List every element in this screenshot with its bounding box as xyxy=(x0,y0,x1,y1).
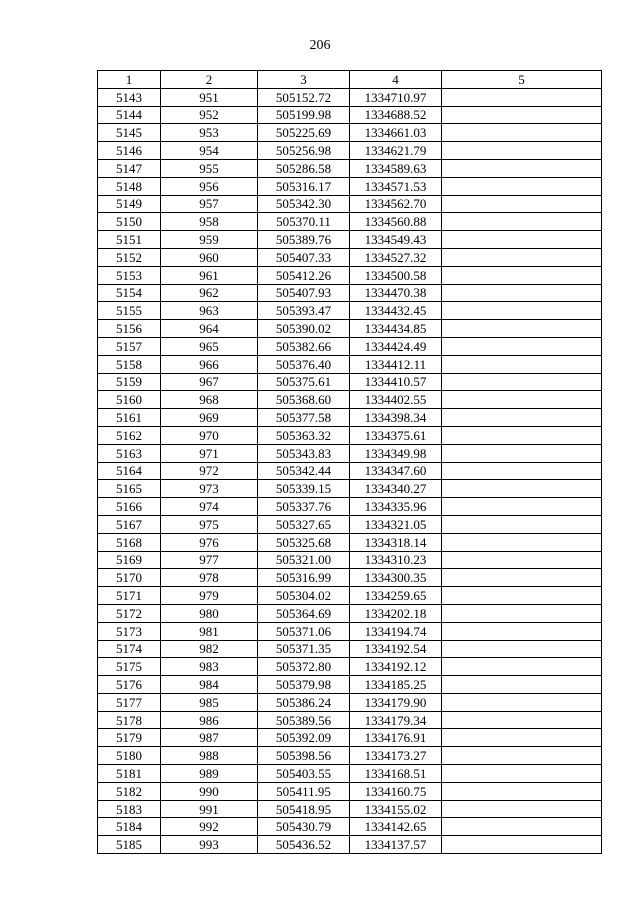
table-cell: 1334137.57 xyxy=(350,836,442,854)
table-cell: 505327.65 xyxy=(258,515,350,533)
table-cell xyxy=(442,729,602,747)
table-cell xyxy=(442,622,602,640)
table-cell xyxy=(442,604,602,622)
table-cell xyxy=(442,747,602,765)
page-number: 206 xyxy=(309,38,331,53)
table-cell xyxy=(442,765,602,783)
table-cell: 1334179.34 xyxy=(350,711,442,729)
table-cell: 5161 xyxy=(98,409,161,427)
table-cell xyxy=(442,444,602,462)
table-row xyxy=(98,284,602,302)
table-cell: 5159 xyxy=(98,373,161,391)
table-cell xyxy=(442,355,602,373)
table-cell: 971 xyxy=(161,444,258,462)
table-cell: 1334589.63 xyxy=(350,159,442,177)
table-cell: 1334176.91 xyxy=(350,729,442,747)
table-row xyxy=(98,765,602,783)
table-cell: 952 xyxy=(161,106,258,124)
table-cell: 505418.95 xyxy=(258,800,350,818)
table-cell: 1334179.90 xyxy=(350,693,442,711)
table-row xyxy=(98,213,602,231)
table-cell: 1334412.11 xyxy=(350,355,442,373)
table-cell xyxy=(442,711,602,729)
table-cell: 973 xyxy=(161,480,258,498)
table-cell: 505342.30 xyxy=(258,195,350,213)
table-cell: 984 xyxy=(161,676,258,694)
table-cell: 1334527.32 xyxy=(350,248,442,266)
table-cell xyxy=(442,533,602,551)
table-cell: 5153 xyxy=(98,266,161,284)
table-row xyxy=(98,747,602,765)
table-cell: 1334173.27 xyxy=(350,747,442,765)
table-cell: 1334500.58 xyxy=(350,266,442,284)
table-row xyxy=(98,800,602,818)
table-row xyxy=(98,533,602,551)
table-cell: 505398.56 xyxy=(258,747,350,765)
table-cell: 505368.60 xyxy=(258,391,350,409)
table-cell: 505286.58 xyxy=(258,159,350,177)
table-cell: 505325.68 xyxy=(258,533,350,551)
table-cell: 980 xyxy=(161,604,258,622)
table-row xyxy=(98,711,602,729)
table-cell: 1334335.96 xyxy=(350,498,442,516)
table-row xyxy=(98,444,602,462)
table-cell: 968 xyxy=(161,391,258,409)
table-cell: 5158 xyxy=(98,355,161,373)
table-cell: 505342.44 xyxy=(258,462,350,480)
table-row xyxy=(98,640,602,658)
table-cell: 1334402.55 xyxy=(350,391,442,409)
table-cell: 505376.40 xyxy=(258,355,350,373)
table-cell: 5152 xyxy=(98,248,161,266)
table-cell: 5171 xyxy=(98,587,161,605)
table-cell: 1334194.74 xyxy=(350,622,442,640)
table-cell xyxy=(442,480,602,498)
table-row xyxy=(98,88,602,106)
table-cell xyxy=(442,266,602,284)
table-cell: 1334310.23 xyxy=(350,551,442,569)
table-cell: 956 xyxy=(161,177,258,195)
table-cell xyxy=(442,515,602,533)
table-cell xyxy=(442,88,602,106)
table-row xyxy=(98,498,602,516)
table-cell: 5182 xyxy=(98,782,161,800)
table-cell: 5164 xyxy=(98,462,161,480)
table-cell: 953 xyxy=(161,124,258,142)
table-cell: 5143 xyxy=(98,88,161,106)
table-cell: 1334318.14 xyxy=(350,533,442,551)
table-cell: 505364.69 xyxy=(258,604,350,622)
table-cell: 505382.66 xyxy=(258,337,350,355)
table-row xyxy=(98,676,602,694)
table-cell: 1334155.02 xyxy=(350,800,442,818)
table-cell: 966 xyxy=(161,355,258,373)
table-cell xyxy=(442,159,602,177)
table-cell: 505389.76 xyxy=(258,231,350,249)
table-cell: 983 xyxy=(161,658,258,676)
table-row xyxy=(98,729,602,747)
table-cell: 505256.98 xyxy=(258,142,350,160)
table-cell: 1334424.49 xyxy=(350,337,442,355)
table-cell xyxy=(442,836,602,854)
table-cell: 5157 xyxy=(98,337,161,355)
table-cell: 1334410.57 xyxy=(350,373,442,391)
table-cell xyxy=(442,569,602,587)
table-cell xyxy=(442,248,602,266)
table-row xyxy=(98,320,602,338)
table-cell: 1334549.43 xyxy=(350,231,442,249)
table-cell: 1334160.75 xyxy=(350,782,442,800)
table-cell: 5173 xyxy=(98,622,161,640)
table-cell: 1334300.35 xyxy=(350,569,442,587)
table-body xyxy=(98,88,602,853)
table-cell: 5176 xyxy=(98,676,161,694)
table-cell: 505403.55 xyxy=(258,765,350,783)
table-cell: 505407.93 xyxy=(258,284,350,302)
table-cell: 978 xyxy=(161,569,258,587)
table-cell: 981 xyxy=(161,622,258,640)
table-cell xyxy=(442,800,602,818)
table-cell: 5167 xyxy=(98,515,161,533)
table-cell: 505389.56 xyxy=(258,711,350,729)
table-cell: 1334349.98 xyxy=(350,444,442,462)
table-row xyxy=(98,391,602,409)
table-cell: 5144 xyxy=(98,106,161,124)
table-cell: 960 xyxy=(161,248,258,266)
table-cell: 5160 xyxy=(98,391,161,409)
column-header: 2 xyxy=(161,71,258,89)
table-cell xyxy=(442,177,602,195)
table-row xyxy=(98,337,602,355)
table-cell: 965 xyxy=(161,337,258,355)
table-cell xyxy=(442,391,602,409)
table-cell: 990 xyxy=(161,782,258,800)
table-row xyxy=(98,142,602,160)
table-cell xyxy=(442,195,602,213)
table-cell: 505407.33 xyxy=(258,248,350,266)
table-cell: 979 xyxy=(161,587,258,605)
table-row xyxy=(98,106,602,124)
table-row xyxy=(98,124,602,142)
table-cell: 5175 xyxy=(98,658,161,676)
table-cell xyxy=(442,231,602,249)
table-cell: 969 xyxy=(161,409,258,427)
table-cell: 992 xyxy=(161,818,258,836)
table-cell: 1334432.45 xyxy=(350,302,442,320)
table-cell: 505375.61 xyxy=(258,373,350,391)
table-cell: 5169 xyxy=(98,551,161,569)
table-cell: 1334375.61 xyxy=(350,426,442,444)
table-row xyxy=(98,480,602,498)
table-cell: 989 xyxy=(161,765,258,783)
table-cell: 505372.80 xyxy=(258,658,350,676)
table-cell: 1334259.65 xyxy=(350,587,442,605)
table-row xyxy=(98,551,602,569)
table-cell: 5185 xyxy=(98,836,161,854)
table-cell: 5170 xyxy=(98,569,161,587)
table-cell: 976 xyxy=(161,533,258,551)
table-cell: 505304.02 xyxy=(258,587,350,605)
table-cell: 505392.09 xyxy=(258,729,350,747)
table-cell: 961 xyxy=(161,266,258,284)
table-cell: 957 xyxy=(161,195,258,213)
table-row xyxy=(98,782,602,800)
table-row xyxy=(98,622,602,640)
column-header: 3 xyxy=(258,71,350,89)
table-row xyxy=(98,195,602,213)
table-cell: 970 xyxy=(161,426,258,444)
table-cell: 5156 xyxy=(98,320,161,338)
table-cell: 1334398.34 xyxy=(350,409,442,427)
table-cell: 1334688.52 xyxy=(350,106,442,124)
table-cell: 505370.11 xyxy=(258,213,350,231)
column-header: 1 xyxy=(98,71,161,89)
table-row xyxy=(98,409,602,427)
table-cell xyxy=(442,462,602,480)
table-cell: 5166 xyxy=(98,498,161,516)
table-row xyxy=(98,159,602,177)
table-cell: 1334621.79 xyxy=(350,142,442,160)
column-header: 5 xyxy=(442,71,602,89)
table-row xyxy=(98,818,602,836)
table-cell: 964 xyxy=(161,320,258,338)
table-cell: 986 xyxy=(161,711,258,729)
table-row xyxy=(98,231,602,249)
table-cell: 505343.83 xyxy=(258,444,350,462)
table-cell: 974 xyxy=(161,498,258,516)
table-cell: 5181 xyxy=(98,765,161,783)
table-cell: 5146 xyxy=(98,142,161,160)
table-cell: 5183 xyxy=(98,800,161,818)
table-cell: 505199.98 xyxy=(258,106,350,124)
table-cell: 505386.24 xyxy=(258,693,350,711)
table-cell xyxy=(442,302,602,320)
table-cell: 5165 xyxy=(98,480,161,498)
table-cell: 1334321.05 xyxy=(350,515,442,533)
table-cell: 987 xyxy=(161,729,258,747)
table-cell: 5154 xyxy=(98,284,161,302)
table-cell xyxy=(442,818,602,836)
table-cell xyxy=(442,426,602,444)
table-row xyxy=(98,658,602,676)
table-cell: 505393.47 xyxy=(258,302,350,320)
table-row xyxy=(98,693,602,711)
table-row xyxy=(98,426,602,444)
table-row xyxy=(98,515,602,533)
table-cell xyxy=(442,409,602,427)
table-cell: 505225.69 xyxy=(258,124,350,142)
table-cell: 505412.26 xyxy=(258,266,350,284)
table-cell xyxy=(442,124,602,142)
table-cell: 5149 xyxy=(98,195,161,213)
table-cell: 5184 xyxy=(98,818,161,836)
table-cell: 977 xyxy=(161,551,258,569)
table-cell: 1334168.51 xyxy=(350,765,442,783)
table-row xyxy=(98,587,602,605)
table-cell xyxy=(442,337,602,355)
table-cell: 963 xyxy=(161,302,258,320)
table-cell xyxy=(442,782,602,800)
table-row xyxy=(98,177,602,195)
table-row xyxy=(98,355,602,373)
table-cell: 5162 xyxy=(98,426,161,444)
table-cell xyxy=(442,640,602,658)
table-cell: 5147 xyxy=(98,159,161,177)
table-cell: 1334571.53 xyxy=(350,177,442,195)
table-row xyxy=(98,302,602,320)
table-cell: 993 xyxy=(161,836,258,854)
table-cell: 985 xyxy=(161,693,258,711)
table-row xyxy=(98,373,602,391)
table-cell: 505321.00 xyxy=(258,551,350,569)
table-row xyxy=(98,604,602,622)
table-cell: 991 xyxy=(161,800,258,818)
table-cell: 1334470.38 xyxy=(350,284,442,302)
table-cell: 1334562.70 xyxy=(350,195,442,213)
table-row xyxy=(98,569,602,587)
table-cell: 1334661.03 xyxy=(350,124,442,142)
table-cell: 5174 xyxy=(98,640,161,658)
coordinates-table xyxy=(97,70,602,854)
table-cell: 505316.17 xyxy=(258,177,350,195)
table-cell: 505411.95 xyxy=(258,782,350,800)
table-row xyxy=(98,836,602,854)
column-header: 4 xyxy=(350,71,442,89)
table-cell: 505371.06 xyxy=(258,622,350,640)
table-cell: 975 xyxy=(161,515,258,533)
table-cell: 505316.99 xyxy=(258,569,350,587)
table-cell xyxy=(442,320,602,338)
table-cell: 505337.76 xyxy=(258,498,350,516)
table-cell: 959 xyxy=(161,231,258,249)
table-cell: 505379.98 xyxy=(258,676,350,694)
table-cell xyxy=(442,587,602,605)
table-cell: 1334192.54 xyxy=(350,640,442,658)
table-cell xyxy=(442,213,602,231)
table-cell xyxy=(442,373,602,391)
table-cell: 5155 xyxy=(98,302,161,320)
table-cell: 5179 xyxy=(98,729,161,747)
table-cell: 1334192.12 xyxy=(350,658,442,676)
table-cell: 1334434.85 xyxy=(350,320,442,338)
table-cell xyxy=(442,658,602,676)
table-cell: 5177 xyxy=(98,693,161,711)
table-cell: 1334347.60 xyxy=(350,462,442,480)
table-cell: 5168 xyxy=(98,533,161,551)
table-cell: 5163 xyxy=(98,444,161,462)
table-cell: 1334340.27 xyxy=(350,480,442,498)
table-cell: 5150 xyxy=(98,213,161,231)
table-cell: 5148 xyxy=(98,177,161,195)
table-cell xyxy=(442,693,602,711)
table-row xyxy=(98,266,602,284)
table-cell: 967 xyxy=(161,373,258,391)
table-cell: 505377.58 xyxy=(258,409,350,427)
table-cell xyxy=(442,284,602,302)
table-row xyxy=(98,462,602,480)
table-cell: 5151 xyxy=(98,231,161,249)
table-cell: 1334185.25 xyxy=(350,676,442,694)
table-cell: 988 xyxy=(161,747,258,765)
table-cell: 982 xyxy=(161,640,258,658)
table-cell: 5180 xyxy=(98,747,161,765)
table-cell: 505436.52 xyxy=(258,836,350,854)
table-cell: 5145 xyxy=(98,124,161,142)
table-cell xyxy=(442,142,602,160)
table-cell: 505152.72 xyxy=(258,88,350,106)
table-header-row xyxy=(98,71,602,89)
table-cell: 1334710.97 xyxy=(350,88,442,106)
table-cell: 972 xyxy=(161,462,258,480)
table-cell: 505430.79 xyxy=(258,818,350,836)
table-cell: 505363.32 xyxy=(258,426,350,444)
table-cell: 505390.02 xyxy=(258,320,350,338)
table-cell: 505371.35 xyxy=(258,640,350,658)
table-cell: 1334202.18 xyxy=(350,604,442,622)
table-cell: 5178 xyxy=(98,711,161,729)
table-cell: 1334142.65 xyxy=(350,818,442,836)
table-row xyxy=(98,248,602,266)
table-cell: 5172 xyxy=(98,604,161,622)
table-cell: 954 xyxy=(161,142,258,160)
table-cell: 505339.15 xyxy=(258,480,350,498)
table-cell: 962 xyxy=(161,284,258,302)
table-cell: 955 xyxy=(161,159,258,177)
table-cell: 1334560.88 xyxy=(350,213,442,231)
table-cell xyxy=(442,106,602,124)
table-cell xyxy=(442,498,602,516)
table-cell: 958 xyxy=(161,213,258,231)
table-cell: 951 xyxy=(161,88,258,106)
table-cell xyxy=(442,676,602,694)
table-cell xyxy=(442,551,602,569)
